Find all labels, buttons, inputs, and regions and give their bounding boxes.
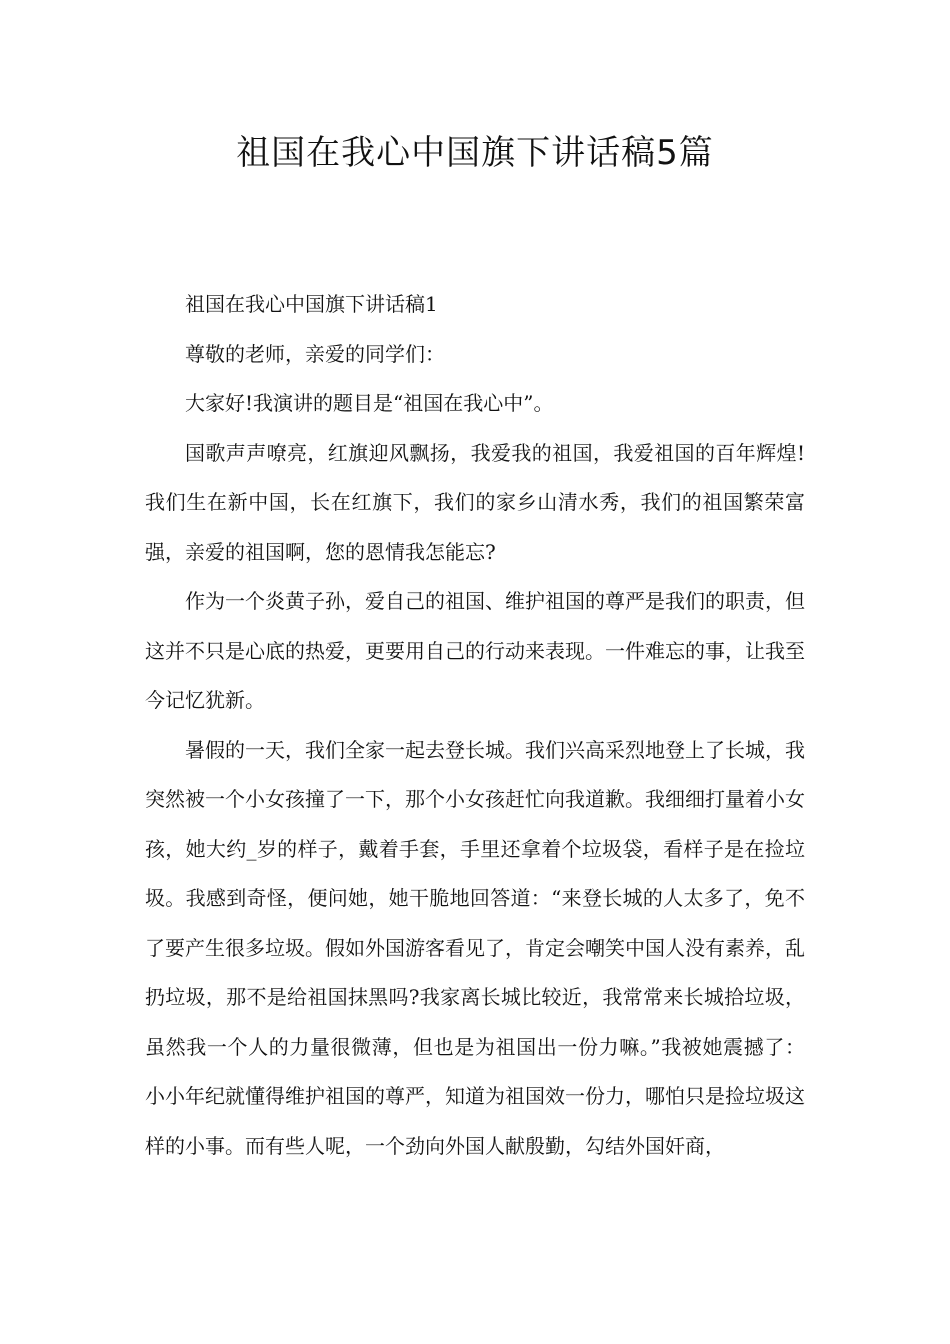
paragraph-body: 国歌声声嘹亮，红旗迎风飘扬，我爱我的祖国，我爱祖国的百年辉煌!我们生在新中国，长在红旗下，我们的家乡山清水秀，我们的祖国繁荣富强，亲爱的祖国啊，您的恩情我怎能忘? [145, 440, 805, 564]
document-title: 祖国在我心中国旗下讲话稿5篇 [236, 133, 714, 173]
paragraph-salutation: 尊敬的老师，亲爱的同学们： [185, 341, 445, 366]
document-body [145, 280, 805, 1171]
paragraph-body: 作为一个炎黄子孙，爱自己的祖国、维护祖国的尊严是我们的职责，但这并不只是心底的热爱，更要用自己的行动来表现。一件难忘的事，让我至今记忆犹新。 [145, 589, 805, 712]
paragraph-body: 暑假的一天，我们全家一起去登长城。我们兴高采烈地登上了长城，我突然被一个小女孩撞了一下，那个小女孩赶忙向我道歉。我细细打量着小女孩，她大约_岁的样子，戴着手套，手里还拿着个垃圾袋，看样子是在捡垃圾。我感到奇怪，便问她，她干脆地回答道：“来登长城的人太多了，免不了要产生很多垃圾。假如外国游客看见了，肯定会嘲笑中国人没有素养，乱扔垃圾，那不是给祖国抹黑吗?我家离长城比较近，我常常来长城拾垃圾，虽然我一个人的力量很微薄，但也是为祖国出一份力嘛。”我被她震撼了：小小年纪就懂得维护祖国的尊严，知道为祖国效一份力，哪怕只是捡垃圾这样的小事。而有些人呢，一个劲向外国人献殷勤，勾结外国奸商， [145, 737, 805, 1158]
paragraph-heading: 祖国在我心中国旗下讲话稿1 [185, 292, 438, 316]
paragraph-greeting: 大家好!我演讲的题目是“祖国在我心中”。 [185, 391, 554, 415]
